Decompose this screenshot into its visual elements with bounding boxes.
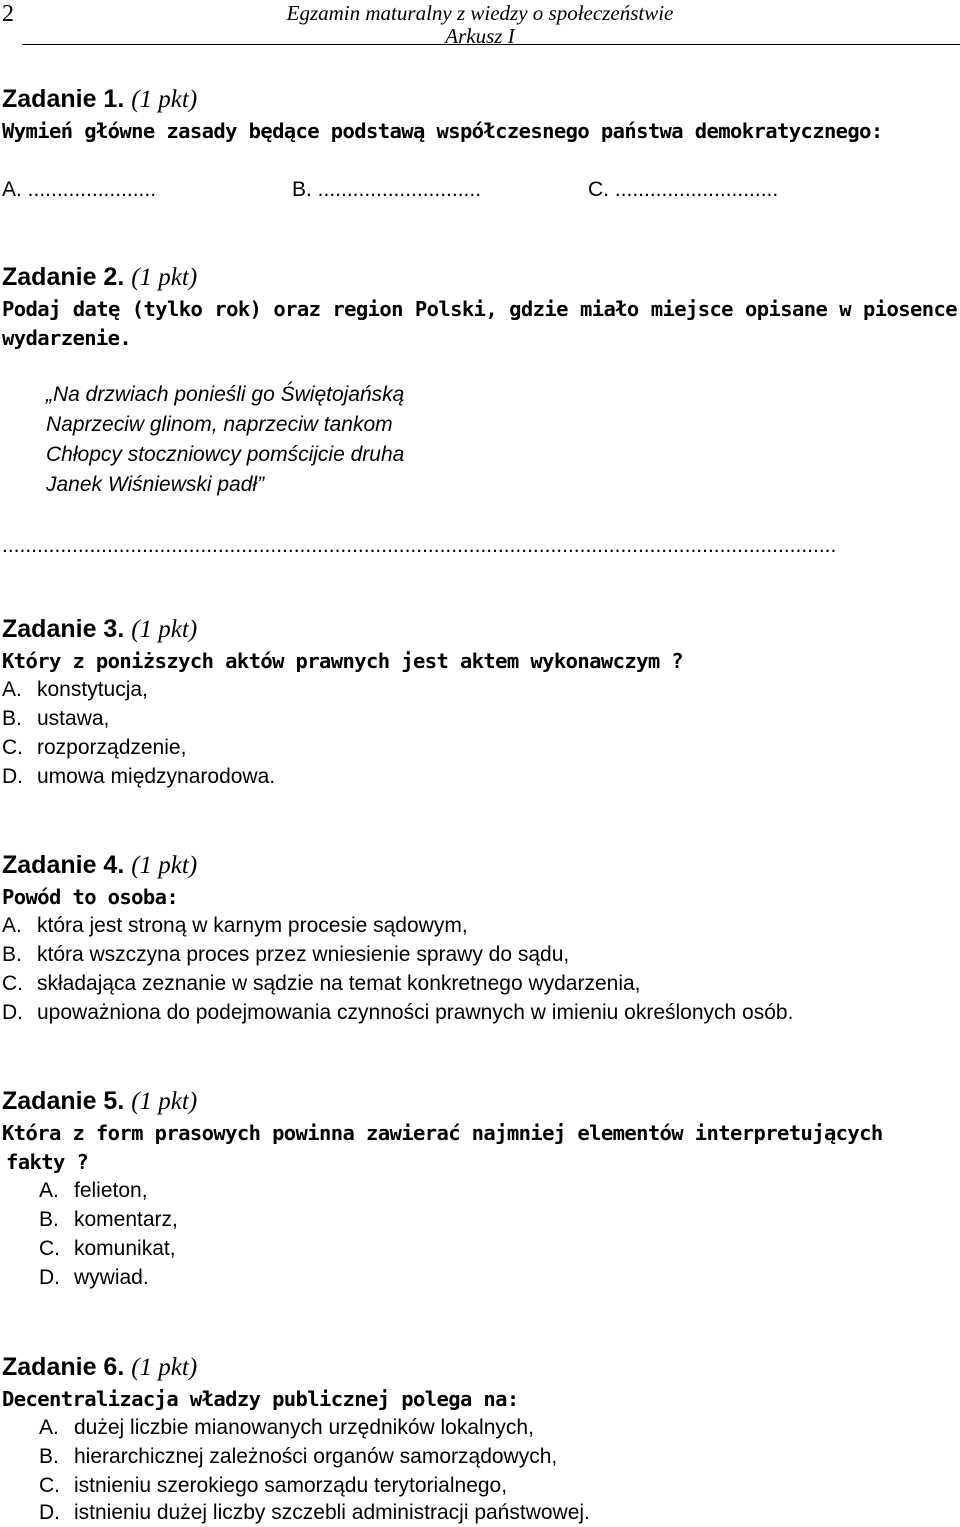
task-1-answer-c[interactable]: C. ............................ <box>588 178 779 201</box>
header-subtitle: Arkusz I <box>445 24 515 48</box>
task-4-option-b[interactable]: B. która wszczyna proces przez wniesienie sprawy do sądu, <box>2 943 570 966</box>
task-3-option-b[interactable]: B. ustawa, <box>2 707 110 730</box>
poem-line: Janek Wiśniewski padł” <box>46 473 265 496</box>
task-6-heading: Zadanie 6. (1 pkt) <box>2 1353 198 1381</box>
task-3-question: Który z poniższych aktów prawnych jest aktem wykonawczym ? <box>2 649 684 673</box>
task-5-heading: Zadanie 5. (1 pkt) <box>2 1087 198 1115</box>
task-3-heading: Zadanie 3. (1 pkt) <box>2 615 198 643</box>
task-4-option-a[interactable]: A. która jest stroną w karnym procesie sądowym, <box>2 914 468 937</box>
page-number: 2 <box>2 1 14 27</box>
task-6-question: Decentralizacja władzy publicznej polega na: <box>2 1387 519 1411</box>
task-2-heading: Zadanie 2. (1 pkt) <box>2 263 198 291</box>
task-1-heading: Zadanie 1. (1 pkt) <box>2 85 198 113</box>
task-5-option-c[interactable]: C. komunikat, <box>39 1237 176 1260</box>
task-5-question-line-1: Która z form prasowych powinna zawierać najmniej elementów interpretujących <box>2 1121 883 1145</box>
task-6-option-d[interactable]: D. istnieniu dużej liczby szczebli administracji państwowej. <box>39 1501 590 1524</box>
task-5-option-a[interactable]: A. felieton, <box>39 1179 148 1202</box>
task-6-option-b[interactable]: B. hierarchicznej zależności organów samorządowych, <box>39 1445 558 1468</box>
task-4-option-d[interactable]: D. upoważniona do podejmowania czynności prawnych w imieniu określonych osób. <box>2 1001 794 1024</box>
task-1-question: Wymień główne zasady będące podstawą współczesnego państwa demokratycznego: <box>2 119 883 143</box>
task-3-option-d[interactable]: D. umowa międzynarodowa. <box>2 765 276 788</box>
task-2-answer-line[interactable]: ............................................................................................................................................... <box>2 534 837 557</box>
task-4-heading: Zadanie 4. (1 pkt) <box>2 851 198 879</box>
task-5-option-b[interactable]: B. komentarz, <box>39 1208 178 1231</box>
poem-line: „Na drzwiach ponieśli go Świętojańską <box>46 383 405 406</box>
task-2-question-line-1: Podaj datę (tylko rok) oraz region Polski, gdzie miało miejsce opisane w piosence <box>2 297 957 321</box>
poem-line: Naprzeciw glinom, naprzeciw tankom <box>46 413 393 436</box>
task-5-question-line-2: fakty ? <box>6 1150 89 1174</box>
task-2-question-line-2: wydarzenie. <box>2 326 132 350</box>
task-3-option-a[interactable]: A. konstytucja, <box>2 678 148 701</box>
task-4-question: Powód to osoba: <box>2 885 179 909</box>
task-5-option-d[interactable]: D. wywiad. <box>39 1266 149 1289</box>
task-3-option-c[interactable]: C. rozporządzenie, <box>2 736 187 759</box>
poem-line: Chłopcy stoczniowcy pomścijcie druha <box>46 443 405 466</box>
task-6-option-c[interactable]: C. istnieniu szerokiego samorządu terytorialnego, <box>39 1474 508 1497</box>
task-1-answer-a[interactable]: A. ...................... <box>2 178 157 201</box>
header-title: Egzamin maturalny z wiedzy o społeczeństwie <box>286 1 674 25</box>
task-1-answer-b[interactable]: B. ............................ <box>292 178 482 201</box>
task-6-option-a[interactable]: A. dużej liczbie mianowanych urzędników lokalnych, <box>39 1416 534 1439</box>
header-divider <box>22 44 960 45</box>
task-4-option-c[interactable]: C. składająca zeznanie w sądzie na temat konkretnego wydarzenia, <box>2 972 641 995</box>
